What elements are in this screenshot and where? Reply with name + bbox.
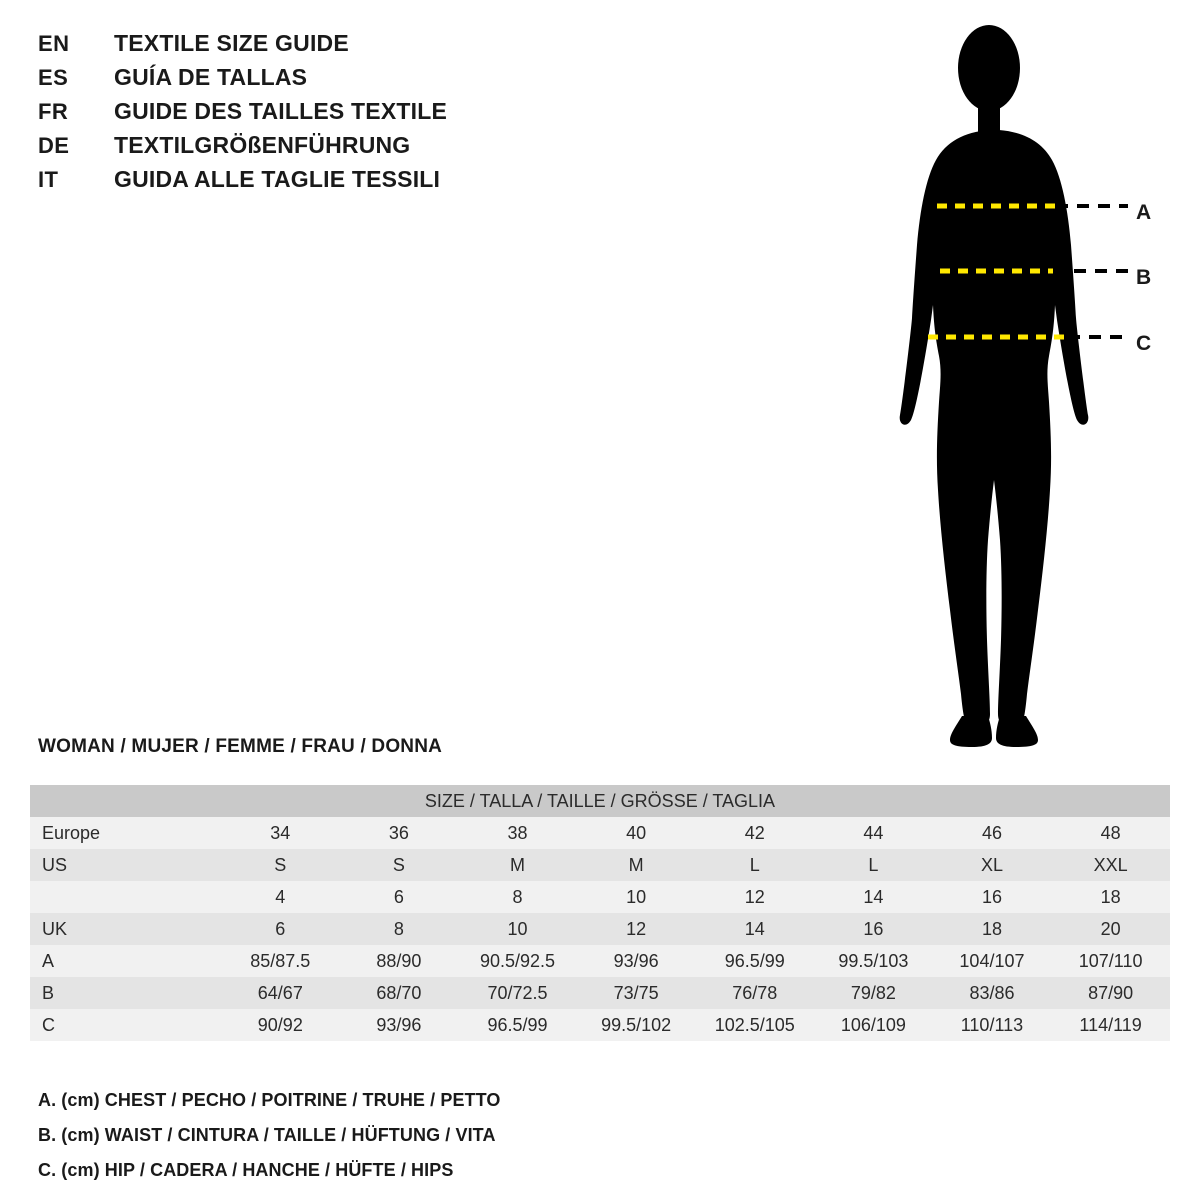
table-cell: XL	[980, 854, 1003, 875]
table-cell: 73/75	[613, 982, 659, 1003]
row-label: C	[42, 1014, 55, 1035]
size-table	[30, 785, 1170, 1041]
table-cell: 46	[981, 822, 1002, 843]
table-cell: 70/72.5	[487, 982, 548, 1003]
table-cell: 88/90	[376, 950, 422, 971]
table-cell: 48	[1100, 822, 1121, 843]
silhouette-svg	[840, 10, 1180, 750]
table-row	[30, 913, 1170, 945]
table-cell: 38	[507, 822, 528, 843]
table-cell: 14	[863, 886, 884, 907]
table-row	[30, 849, 1170, 881]
row-label: UK	[42, 918, 68, 939]
table-cell: 68/70	[376, 982, 422, 1003]
table-cell: 10	[507, 918, 528, 939]
table-cell: S	[392, 854, 405, 875]
legend-line-b: B. (cm) WAIST / CINTURA / TAILLE / HÜFTUNG / VITA	[38, 1125, 496, 1145]
legend-line-a: A. (cm) CHEST / PECHO / POITRINE / TRUHE / PETTO	[38, 1090, 501, 1110]
table-cell: 6	[275, 918, 286, 939]
legend-line-c: C. (cm) HIP / CADERA / HANCHE / HÜFTE / HIPS	[38, 1160, 454, 1180]
table-cell: L	[749, 854, 760, 875]
table-cell: 8	[512, 886, 523, 907]
table-cell: 93/96	[376, 1014, 422, 1035]
table-cell: 99.5/103	[838, 950, 909, 971]
measurement-legend	[38, 1090, 838, 1195]
table-cell: 79/82	[850, 982, 896, 1003]
table-cell: 20	[1100, 918, 1121, 939]
table-cell: 64/67	[257, 982, 303, 1003]
title-text: GUÍA DE TALLAS	[114, 64, 308, 90]
table-cell: 36	[388, 822, 409, 843]
table-cell: 96.5/99	[724, 950, 785, 971]
title-lang-code: FR	[38, 99, 69, 124]
row-label: A	[42, 950, 55, 971]
title-lang-code: IT	[38, 167, 59, 192]
title-text: GUIDE DES TAILLES TEXTILE	[114, 98, 447, 124]
title-row	[38, 30, 658, 60]
size-table-wrapper	[30, 785, 1170, 1041]
female-silhouette-figure	[840, 10, 1180, 750]
table-header-row	[30, 785, 1170, 817]
table-cell: 114/119	[1079, 1014, 1142, 1035]
title-text: TEXTILE SIZE GUIDE	[114, 30, 349, 56]
table-cell: 90/92	[257, 1014, 303, 1035]
table-cell: 102.5/105	[714, 1014, 795, 1035]
silhouette-shape	[900, 25, 1089, 747]
callout-label-a: A	[1136, 201, 1152, 224]
table-row	[30, 881, 1170, 913]
table-cell: 87/90	[1088, 982, 1134, 1003]
table-cell: 90.5/92.5	[479, 950, 556, 971]
table-cell: 93/96	[613, 950, 659, 971]
table-cell: 18	[981, 918, 1002, 939]
title-lang-code: ES	[38, 65, 69, 90]
table-cell: 12	[626, 918, 647, 939]
title-text: GUIDA ALLE TAGLIE TESSILI	[114, 166, 441, 192]
table-cell: 44	[863, 822, 884, 843]
callout-label-b: B	[1136, 266, 1152, 289]
table-cell: 85/87.5	[250, 950, 311, 971]
table-cell: M	[510, 854, 526, 875]
table-cell: 110/113	[960, 1014, 1024, 1035]
row-label: B	[42, 982, 55, 1003]
table-row	[30, 1009, 1170, 1041]
table-cell: 14	[744, 918, 765, 939]
table-cell: S	[274, 854, 287, 875]
title-row	[38, 64, 658, 94]
table-cell: 83/86	[969, 982, 1015, 1003]
table-cell: 16	[981, 886, 1002, 907]
table-cell: 99.5/102	[601, 1014, 672, 1035]
table-cell: 10	[626, 886, 647, 907]
title-lang-code: DE	[38, 133, 70, 158]
table-cell: 42	[744, 822, 765, 843]
table-cell: 106/109	[840, 1014, 906, 1035]
table-header-label: SIZE / TALLA / TAILLE / GRÖSSE / TAGLIA	[424, 790, 776, 811]
section-heading: WOMAN / MUJER / FEMME / FRAU / DONNA	[38, 736, 443, 757]
title-text: TEXTILGRÖßENFÜHRUNG	[114, 132, 411, 158]
table-row	[30, 817, 1170, 849]
table-cell: XXL	[1093, 854, 1128, 875]
title-block	[38, 30, 658, 200]
title-row	[38, 132, 658, 162]
table-cell: 12	[744, 886, 765, 907]
table-cell: 18	[1100, 886, 1121, 907]
table-cell: 6	[393, 886, 404, 907]
table-cell: M	[628, 854, 644, 875]
table-cell: 96.5/99	[487, 1014, 548, 1035]
table-row	[30, 977, 1170, 1009]
table-cell: 107/110	[1078, 950, 1143, 971]
table-cell: 40	[626, 822, 647, 843]
callout-label-c: C	[1136, 332, 1152, 355]
table-cell: 34	[270, 822, 291, 843]
table-row	[30, 945, 1170, 977]
table-cell: 104/107	[959, 950, 1025, 971]
table-cell: L	[868, 854, 879, 875]
table-cell: 4	[275, 886, 286, 907]
title-row	[38, 98, 658, 128]
table-cell: 8	[393, 918, 404, 939]
row-label	[30, 881, 221, 913]
row-label: Europe	[42, 822, 101, 843]
table-cell: 76/78	[732, 982, 778, 1003]
title-lang-code: EN	[38, 31, 70, 56]
row-label: US	[42, 854, 68, 875]
title-row	[38, 166, 658, 196]
table-cell: 16	[863, 918, 884, 939]
